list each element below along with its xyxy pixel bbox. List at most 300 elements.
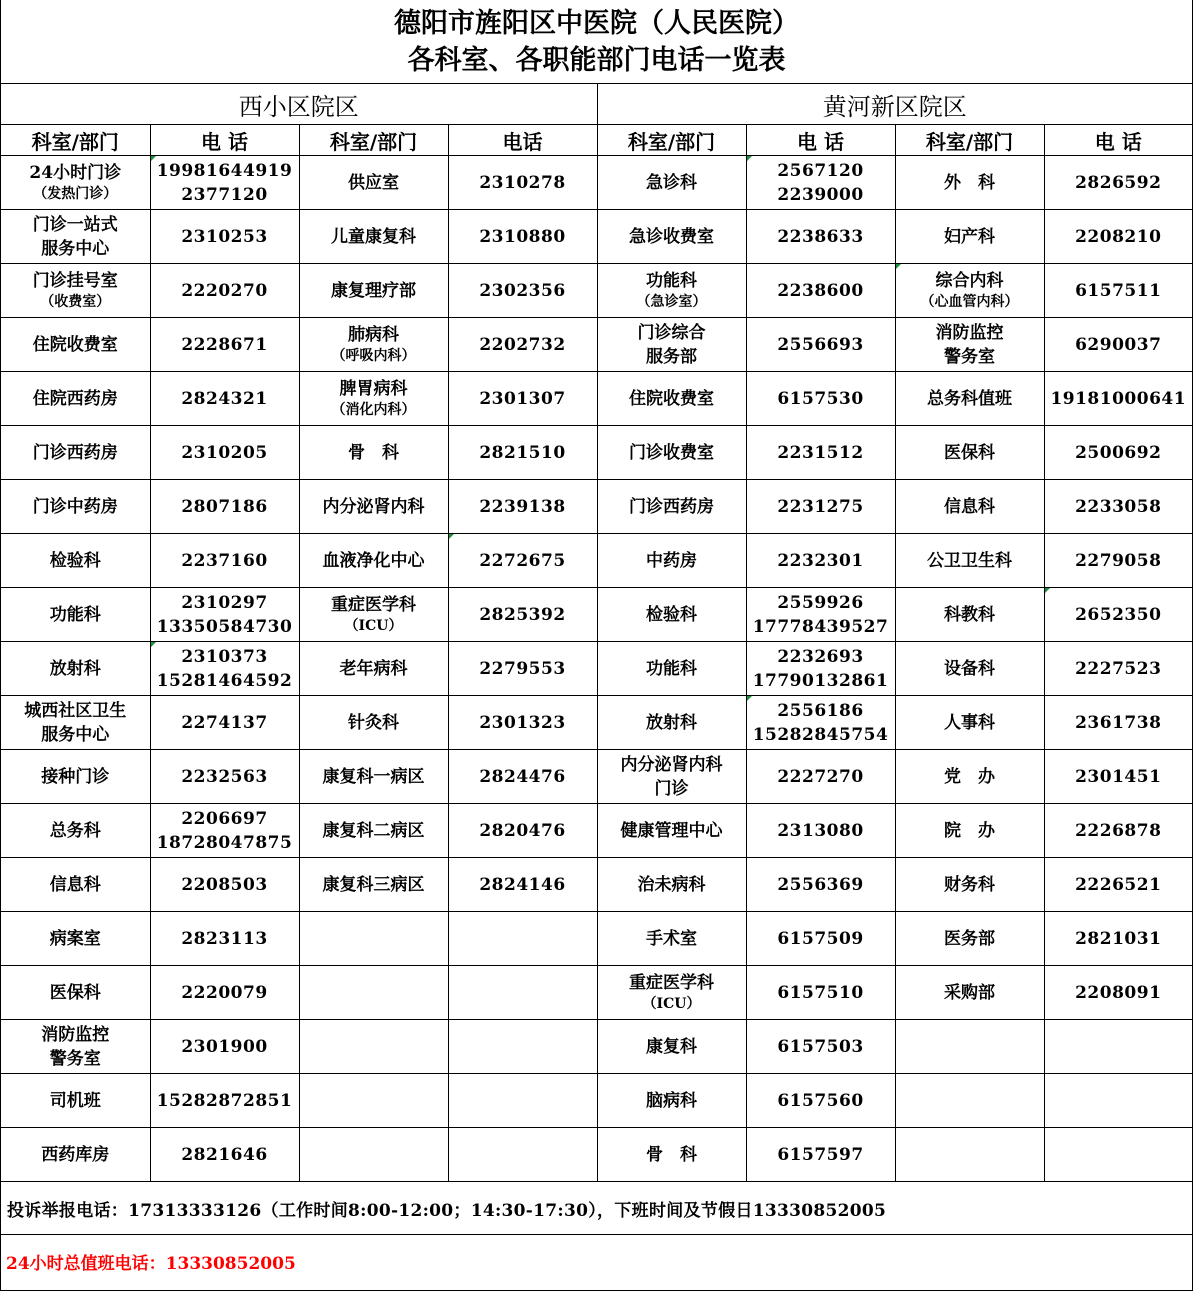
phone-number: 2238633 (777, 226, 864, 247)
department-name: 中药房 (646, 550, 697, 571)
department-name: 院 办 (944, 820, 995, 841)
phone-cell (746, 912, 895, 966)
department-cell (1, 642, 150, 696)
department-cell (895, 642, 1044, 696)
table-row (1, 210, 1192, 264)
col-header-west-phone-1: 电 话 (150, 125, 299, 156)
phone-cell (746, 426, 895, 480)
department-cell (895, 696, 1044, 750)
phone-cell (746, 588, 895, 642)
phone-number: 2208503 (181, 874, 268, 895)
department-name: 骨 科 (646, 1144, 697, 1165)
phone-number: 2823113 (181, 928, 268, 949)
phone-cell (150, 372, 299, 426)
phone-number: 6157510 (777, 982, 864, 1003)
department-name: 外 科 (944, 172, 995, 193)
department-cell (597, 264, 746, 318)
department-cell (597, 1020, 746, 1074)
phone-number: 13350584730 (156, 616, 293, 637)
phone-cell (1044, 750, 1192, 804)
table-row (1, 426, 1192, 480)
phone-number: 2228671 (181, 334, 268, 355)
phone-number: 2302356 (479, 280, 566, 301)
table-row (1, 318, 1192, 372)
department-cell (597, 480, 746, 534)
department-name: 脑病科 (646, 1090, 697, 1111)
phone-number: 2310373 (181, 646, 268, 667)
department-name: 综合内科 (935, 271, 1004, 291)
department-cell (1, 696, 150, 750)
phone-number: 2279058 (1075, 550, 1162, 571)
department-name: 门诊西药房 (32, 442, 118, 463)
directory-table-body (1, 84, 1192, 1182)
department-name: 康复理疗部 (331, 280, 416, 301)
phone-cell (150, 966, 299, 1020)
phone-number: 2239138 (479, 496, 566, 517)
title-line-2: 各科室、各职能部门电话一览表 (407, 44, 786, 76)
phone-number: 2310205 (181, 442, 268, 463)
department-name: 病案室 (49, 928, 101, 949)
phone-number: 2227523 (1075, 658, 1162, 679)
phone-cell (746, 1020, 895, 1074)
phone-number: 2313080 (777, 820, 864, 841)
department-cell (895, 1074, 1044, 1128)
phone-cell (150, 1020, 299, 1074)
department-name: 门诊挂号室 (32, 271, 118, 291)
phone-cell (150, 426, 299, 480)
department-cell (895, 912, 1044, 966)
phone-number: 2231512 (777, 442, 864, 463)
department-cell (597, 966, 746, 1020)
phone-cell (448, 264, 597, 318)
department-cell (895, 588, 1044, 642)
phone-cell (746, 156, 895, 210)
phone-number: 2556369 (777, 874, 864, 895)
phone-number: 19181000641 (1050, 388, 1187, 409)
phone-cell (746, 534, 895, 588)
table-row (1, 1020, 1192, 1074)
phone-number: 2279553 (479, 658, 566, 679)
table-row (1, 804, 1192, 858)
department-cell (895, 1020, 1044, 1074)
phone-number: 2301307 (479, 388, 566, 409)
phone-cell (448, 210, 597, 264)
phone-number: 6157597 (777, 1144, 864, 1165)
department-cell (299, 696, 448, 750)
directory-table (1, 84, 1192, 1182)
phone-cell (150, 696, 299, 750)
department-name-line-2: 服务部 (646, 346, 697, 367)
complaint-line: 投诉举报电话：17313333126（工作时间8:00-12:00；14:30-17:30），下班时间及节假日13330852005 (1, 1182, 1192, 1235)
department-cell (895, 534, 1044, 588)
phone-cell (150, 1074, 299, 1128)
phone-number: 17778439527 (752, 616, 889, 637)
phone-number: 15282845754 (752, 724, 889, 745)
phone-cell (448, 1128, 597, 1182)
department-cell (299, 912, 448, 966)
phone-cell (448, 156, 597, 210)
phone-number: 2824146 (479, 874, 566, 895)
phone-cell (1044, 480, 1192, 534)
phone-number: 6157503 (777, 1036, 864, 1057)
department-name: 医保科 (49, 982, 101, 1003)
phone-number: 2233058 (1075, 496, 1162, 517)
phone-number: 2824321 (181, 388, 268, 409)
department-cell (299, 804, 448, 858)
phone-number: 2226878 (1075, 820, 1162, 841)
department-name: 康复科一病区 (322, 766, 425, 787)
department-cell (1, 426, 150, 480)
phone-number: 18728047875 (156, 832, 293, 853)
phone-number: 2310880 (479, 226, 566, 247)
department-name: 老年病科 (339, 658, 408, 679)
department-name: 功能科 (646, 658, 697, 679)
department-name: 手术室 (646, 928, 697, 949)
phone-cell (1044, 804, 1192, 858)
department-name: 急诊收费室 (629, 226, 714, 247)
department-name: 科教科 (944, 604, 995, 625)
department-subtitle: （发热门诊） (33, 186, 118, 202)
table-row (1, 156, 1192, 210)
department-name-line-2: 服务中心 (41, 238, 110, 259)
department-cell (1, 912, 150, 966)
phone-number: 2208091 (1075, 982, 1162, 1003)
department-cell (895, 156, 1044, 210)
phone-number: 2301323 (479, 712, 566, 733)
phone-cell (448, 642, 597, 696)
department-cell (895, 804, 1044, 858)
phone-cell (746, 210, 895, 264)
department-name-line-2: 警务室 (49, 1048, 101, 1069)
department-name: 消防监控 (41, 1024, 110, 1045)
department-name: 门诊综合 (637, 322, 706, 343)
department-name: 检验科 (646, 604, 697, 625)
phone-number: 2826592 (1075, 172, 1162, 193)
department-name: 消防监控 (935, 322, 1004, 343)
phone-cell (746, 966, 895, 1020)
phone-cell (150, 1128, 299, 1182)
department-name: 采购部 (944, 982, 995, 1003)
department-cell (299, 318, 448, 372)
phone-number: 2208210 (1075, 226, 1162, 247)
table-row (1, 534, 1192, 588)
phone-number: 2652350 (1075, 604, 1162, 625)
phone-cell (1044, 1020, 1192, 1074)
phone-cell (746, 1074, 895, 1128)
department-name: 功能科 (49, 604, 101, 625)
department-cell (299, 1128, 448, 1182)
department-name: 总务科 (49, 820, 101, 841)
department-name: 急诊科 (646, 172, 697, 193)
department-cell (299, 264, 448, 318)
table-row (1, 750, 1192, 804)
department-cell (895, 372, 1044, 426)
phone-cell (448, 804, 597, 858)
phone-number: 2821031 (1075, 928, 1162, 949)
department-name: 骨 科 (348, 442, 399, 463)
department-name: 治未病科 (637, 874, 706, 895)
phone-number: 2310297 (181, 592, 268, 613)
phone-number: 2556186 (777, 700, 864, 721)
phone-cell (746, 264, 895, 318)
department-cell (299, 426, 448, 480)
department-subtitle: （消化内科） (331, 402, 416, 418)
department-cell (1, 1128, 150, 1182)
phone-cell (448, 696, 597, 750)
phone-cell (746, 318, 895, 372)
department-cell (1, 264, 150, 318)
department-cell (597, 750, 746, 804)
department-name: 24小时门诊 (29, 163, 122, 183)
department-cell (299, 642, 448, 696)
department-cell (895, 480, 1044, 534)
department-cell (1, 318, 150, 372)
department-cell (299, 210, 448, 264)
department-name: 放射科 (646, 712, 697, 733)
phone-cell (448, 426, 597, 480)
department-name: 门诊收费室 (629, 442, 714, 463)
col-header-hh-dept-2: 科室/部门 (895, 125, 1044, 156)
phone-number: 2237160 (181, 550, 268, 571)
phone-cell (1044, 534, 1192, 588)
phone-cell (150, 750, 299, 804)
phone-cell (1044, 696, 1192, 750)
department-cell (1, 1020, 150, 1074)
department-cell (895, 750, 1044, 804)
phone-cell (448, 318, 597, 372)
phone-cell (150, 642, 299, 696)
phone-number: 2310253 (181, 226, 268, 247)
column-header-row (1, 125, 1192, 156)
department-name: 脾胃病科 (339, 379, 408, 399)
phone-cell (448, 750, 597, 804)
department-name: 供应室 (348, 172, 399, 193)
department-name-line-2: 服务中心 (41, 724, 110, 745)
phone-cell (448, 480, 597, 534)
department-cell (597, 1074, 746, 1128)
department-name: 财务科 (944, 874, 995, 895)
phone-cell (1044, 156, 1192, 210)
phone-cell (1044, 858, 1192, 912)
department-name: 检验科 (49, 550, 101, 571)
department-name: 康复科三病区 (322, 874, 425, 895)
department-name: 住院收费室 (629, 388, 714, 409)
department-cell (895, 858, 1044, 912)
phone-number: 2559926 (777, 592, 864, 613)
phone-cell (1044, 426, 1192, 480)
department-cell (299, 534, 448, 588)
phone-cell (448, 1074, 597, 1128)
col-header-west-phone-2: 电话 (448, 125, 597, 156)
table-row (1, 696, 1192, 750)
department-cell (597, 804, 746, 858)
department-cell (895, 318, 1044, 372)
phone-cell (746, 804, 895, 858)
department-cell (1, 750, 150, 804)
department-cell (1, 480, 150, 534)
department-subtitle: （收费室） (40, 294, 111, 310)
phone-cell (746, 1128, 895, 1182)
phone-number: 2220270 (181, 280, 268, 301)
phone-cell (448, 534, 597, 588)
department-name: 重症医学科 (331, 595, 416, 615)
phone-cell (1044, 1128, 1192, 1182)
department-cell (299, 372, 448, 426)
phone-number: 15282872851 (156, 1090, 293, 1111)
phone-cell (150, 858, 299, 912)
table-row (1, 1128, 1192, 1182)
department-cell (597, 912, 746, 966)
table-row (1, 1074, 1192, 1128)
department-cell (895, 264, 1044, 318)
table-row (1, 480, 1192, 534)
department-subtitle: （心血管内科） (920, 294, 1019, 310)
department-name: 康复科二病区 (322, 820, 425, 841)
phone-number: 2567120 (777, 160, 864, 181)
phone-cell (1044, 912, 1192, 966)
phone-number: 2274137 (181, 712, 268, 733)
department-cell (299, 1074, 448, 1128)
col-header-west-dept-1: 科室/部门 (1, 125, 150, 156)
phone-number: 6157560 (777, 1090, 864, 1111)
phone-cell (150, 318, 299, 372)
phone-number: 2232301 (777, 550, 864, 571)
phone-number: 2232563 (181, 766, 268, 787)
department-name: 门诊西药房 (629, 496, 714, 517)
phone-cell (1044, 588, 1192, 642)
phone-cell (1044, 1074, 1192, 1128)
department-name: 门诊一站式 (32, 214, 118, 235)
phone-cell (448, 966, 597, 1020)
phone-number: 2227270 (777, 766, 864, 787)
department-name: 司机班 (49, 1090, 101, 1111)
phone-cell (1044, 264, 1192, 318)
department-name: 门诊中药房 (32, 496, 118, 517)
phone-number: 6290037 (1075, 334, 1162, 355)
phone-number: 2825392 (479, 604, 566, 625)
campus-huanghe: 黄河新区院区 (597, 84, 1192, 125)
table-row (1, 642, 1192, 696)
table-row (1, 966, 1192, 1020)
phone-cell (746, 642, 895, 696)
department-cell (1, 858, 150, 912)
department-cell (299, 966, 448, 1020)
department-name: 血液净化中心 (322, 550, 425, 571)
department-name: 妇产科 (944, 226, 995, 247)
department-name: 内分泌肾内科 (620, 754, 723, 775)
phone-number: 2807186 (181, 496, 268, 517)
department-name-line-2: 门诊 (654, 778, 689, 799)
phone-cell (448, 1020, 597, 1074)
department-subtitle: （急诊室） (636, 294, 707, 310)
phone-cell (150, 480, 299, 534)
phone-cell (448, 588, 597, 642)
department-subtitle: （ICU） (642, 996, 701, 1012)
department-name: 住院西药房 (32, 388, 118, 409)
phone-cell (1044, 210, 1192, 264)
col-header-hh-dept-1: 科室/部门 (597, 125, 746, 156)
department-cell (299, 480, 448, 534)
department-name: 城西社区卫生 (24, 700, 127, 721)
phone-number: 2232693 (777, 646, 864, 667)
department-name: 放射科 (49, 658, 101, 679)
phone-cell (448, 858, 597, 912)
department-cell (597, 1128, 746, 1182)
department-cell (597, 696, 746, 750)
department-cell (1, 210, 150, 264)
department-subtitle: （ICU） (344, 618, 403, 634)
phone-cell (150, 804, 299, 858)
department-cell (597, 534, 746, 588)
department-cell (1, 804, 150, 858)
department-name-line-2: 警务室 (944, 346, 995, 367)
phone-number: 2301900 (181, 1036, 268, 1057)
phone-cell (150, 912, 299, 966)
department-name: 人事科 (944, 712, 995, 733)
department-name: 党 办 (944, 766, 995, 787)
phone-number: 2206697 (181, 808, 268, 829)
phone-cell (1044, 642, 1192, 696)
phone-cell (1044, 372, 1192, 426)
department-name: 重症医学科 (629, 973, 714, 993)
title-block (1, 0, 1192, 84)
phone-number: 15281464592 (156, 670, 293, 691)
department-name: 信息科 (49, 874, 101, 895)
department-name: 信息科 (944, 496, 995, 517)
title-line-1: 德阳市旌阳区中医院（人民医院） (394, 7, 799, 39)
phone-number: 2500692 (1075, 442, 1162, 463)
phone-number: 2361738 (1075, 712, 1162, 733)
phone-number: 2239000 (777, 184, 864, 205)
department-cell (1, 1074, 150, 1128)
phone-cell (746, 480, 895, 534)
phone-number: 2821510 (479, 442, 566, 463)
phone-cell (746, 696, 895, 750)
table-row (1, 912, 1192, 966)
department-cell (597, 372, 746, 426)
department-name: 功能科 (646, 271, 697, 291)
department-name: 内分泌肾内科 (322, 496, 425, 517)
phone-number: 2377120 (181, 184, 268, 205)
department-cell (299, 750, 448, 804)
phone-number: 2310278 (479, 172, 566, 193)
department-name: 医务部 (944, 928, 995, 949)
phone-number: 2238600 (777, 280, 864, 301)
phone-cell (746, 858, 895, 912)
phone-cell (448, 912, 597, 966)
phone-cell (1044, 318, 1192, 372)
department-name: 住院收费室 (32, 334, 118, 355)
hotline-line: 24小时总值班电话：13330852005 (6, 1254, 296, 1274)
department-name: 总务科值班 (927, 388, 1012, 409)
phone-cell (1044, 966, 1192, 1020)
phone-number: 19981644919 (156, 160, 293, 181)
phone-cell (150, 156, 299, 210)
col-header-hh-phone-1: 电 话 (746, 125, 895, 156)
campus-header-row (1, 84, 1192, 125)
department-cell (597, 858, 746, 912)
department-name: 医保科 (944, 442, 995, 463)
phone-cell (150, 264, 299, 318)
table-row (1, 858, 1192, 912)
department-cell (597, 318, 746, 372)
department-cell (895, 966, 1044, 1020)
department-cell (299, 1020, 448, 1074)
phone-cell (448, 372, 597, 426)
table-row (1, 264, 1192, 318)
department-cell (1, 534, 150, 588)
phone-cell (746, 372, 895, 426)
